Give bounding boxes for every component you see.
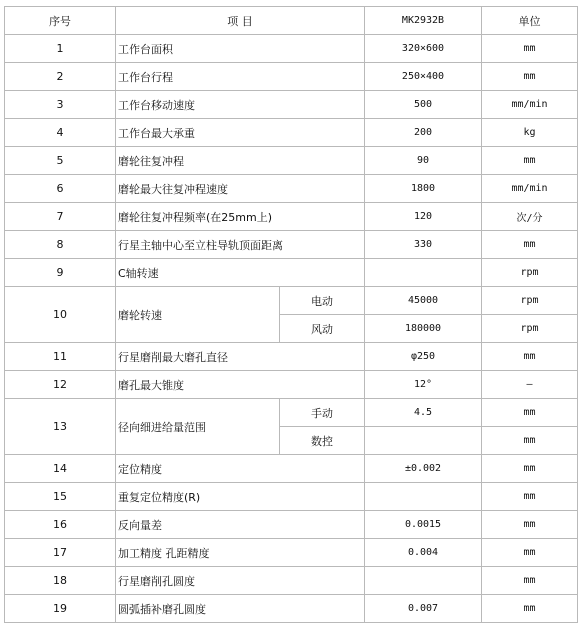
row-seq: 2 bbox=[5, 63, 116, 91]
table-row bbox=[5, 147, 578, 175]
row-value: 0.0015 bbox=[365, 511, 482, 539]
row-seq: 4 bbox=[5, 119, 116, 147]
row-unit: — bbox=[482, 371, 578, 399]
row-unit: kg bbox=[482, 119, 578, 147]
table-row bbox=[5, 455, 578, 483]
table-row bbox=[5, 595, 578, 623]
table-row bbox=[5, 175, 578, 203]
row-sub-label: 手动 bbox=[280, 399, 365, 427]
row-value bbox=[365, 427, 482, 455]
row-value bbox=[365, 259, 482, 287]
row-item: 工作台行程 bbox=[116, 63, 365, 91]
table-row bbox=[5, 259, 578, 287]
row-value: 45000 bbox=[365, 287, 482, 315]
row-unit: mm bbox=[482, 511, 578, 539]
row-item: 磨轮最大往复冲程速度 bbox=[116, 175, 365, 203]
row-value: 12° bbox=[365, 371, 482, 399]
row-value: 330 bbox=[365, 231, 482, 259]
row-seq: 7 bbox=[5, 203, 116, 231]
row-unit: mm bbox=[482, 539, 578, 567]
row-item: 工作台面积 bbox=[116, 35, 365, 63]
row-sub-label: 电动 bbox=[280, 287, 365, 315]
row-item: 定位精度 bbox=[116, 455, 365, 483]
row-seq: 10 bbox=[5, 287, 116, 343]
table-row bbox=[5, 511, 578, 539]
row-unit: mm bbox=[482, 63, 578, 91]
row-unit: mm bbox=[482, 483, 578, 511]
table-row bbox=[5, 371, 578, 399]
row-seq: 17 bbox=[5, 539, 116, 567]
row-seq: 8 bbox=[5, 231, 116, 259]
table-row bbox=[5, 91, 578, 119]
row-sub-label: 风动 bbox=[280, 315, 365, 343]
row-unit: mm bbox=[482, 399, 578, 427]
table-row bbox=[5, 287, 578, 315]
row-seq: 18 bbox=[5, 567, 116, 595]
spec-table-container bbox=[4, 6, 578, 623]
table-row bbox=[5, 539, 578, 567]
row-unit: mm bbox=[482, 35, 578, 63]
row-value: 180000 bbox=[365, 315, 482, 343]
row-sub-label: 数控 bbox=[280, 427, 365, 455]
row-unit: mm bbox=[482, 147, 578, 175]
header-item: 项 目 bbox=[116, 7, 365, 35]
row-seq: 6 bbox=[5, 175, 116, 203]
row-item: 磨轮往复冲程频率(在25mm上) bbox=[116, 203, 365, 231]
row-value: 4.5 bbox=[365, 399, 482, 427]
row-unit: rpm bbox=[482, 287, 578, 315]
table-row bbox=[5, 231, 578, 259]
table-row bbox=[5, 35, 578, 63]
row-item: 加工精度 孔距精度 bbox=[116, 539, 365, 567]
row-value: 90 bbox=[365, 147, 482, 175]
row-value: ±0.002 bbox=[365, 455, 482, 483]
row-value: 250×400 bbox=[365, 63, 482, 91]
row-seq: 1 bbox=[5, 35, 116, 63]
table-row bbox=[5, 483, 578, 511]
row-unit: mm bbox=[482, 427, 578, 455]
row-value: 200 bbox=[365, 119, 482, 147]
table-row bbox=[5, 63, 578, 91]
row-unit: mm/min bbox=[482, 91, 578, 119]
row-seq: 16 bbox=[5, 511, 116, 539]
header-seq: 序号 bbox=[5, 7, 116, 35]
row-item: 反向量差 bbox=[116, 511, 365, 539]
row-item: 磨孔最大锥度 bbox=[116, 371, 365, 399]
row-item: 重复定位精度(R) bbox=[116, 483, 365, 511]
row-unit: mm bbox=[482, 231, 578, 259]
row-unit: mm bbox=[482, 343, 578, 371]
row-unit: mm/min bbox=[482, 175, 578, 203]
row-item: 磨轮转速 bbox=[116, 287, 280, 343]
row-unit: 次/分 bbox=[482, 203, 578, 231]
row-seq: 5 bbox=[5, 147, 116, 175]
row-value: φ250 bbox=[365, 343, 482, 371]
row-unit: mm bbox=[482, 595, 578, 623]
row-seq: 11 bbox=[5, 343, 116, 371]
row-seq: 15 bbox=[5, 483, 116, 511]
row-item: 磨轮往复冲程 bbox=[116, 147, 365, 175]
row-item: 工作台移动速度 bbox=[116, 91, 365, 119]
row-value: 1800 bbox=[365, 175, 482, 203]
row-seq: 19 bbox=[5, 595, 116, 623]
spec-table-body bbox=[5, 35, 578, 623]
row-seq: 13 bbox=[5, 399, 116, 455]
table-row bbox=[5, 203, 578, 231]
row-value: 120 bbox=[365, 203, 482, 231]
spec-table bbox=[4, 6, 578, 623]
row-value: 320×600 bbox=[365, 35, 482, 63]
table-row bbox=[5, 343, 578, 371]
row-unit: mm bbox=[482, 567, 578, 595]
row-item: C轴转速 bbox=[116, 259, 365, 287]
row-seq: 3 bbox=[5, 91, 116, 119]
row-item: 行星磨削最大磨孔直径 bbox=[116, 343, 365, 371]
row-item: 径向细进给量范围 bbox=[116, 399, 280, 455]
row-item: 行星磨削孔圆度 bbox=[116, 567, 365, 595]
table-row bbox=[5, 399, 578, 427]
row-seq: 9 bbox=[5, 259, 116, 287]
row-item: 工作台最大承重 bbox=[116, 119, 365, 147]
row-unit: rpm bbox=[482, 259, 578, 287]
row-value: 0.007 bbox=[365, 595, 482, 623]
row-item: 圆弧插补磨孔圆度 bbox=[116, 595, 365, 623]
header-row bbox=[5, 7, 578, 35]
row-value bbox=[365, 483, 482, 511]
row-item: 行星主轴中心至立柱导轨顶面距离 bbox=[116, 231, 365, 259]
row-seq: 14 bbox=[5, 455, 116, 483]
header-unit: 单位 bbox=[482, 7, 578, 35]
row-value: 0.004 bbox=[365, 539, 482, 567]
table-row bbox=[5, 119, 578, 147]
row-value: 500 bbox=[365, 91, 482, 119]
row-unit: rpm bbox=[482, 315, 578, 343]
row-value bbox=[365, 567, 482, 595]
row-unit: mm bbox=[482, 455, 578, 483]
header-model: MK2932B bbox=[365, 7, 482, 35]
table-row bbox=[5, 567, 578, 595]
row-seq: 12 bbox=[5, 371, 116, 399]
